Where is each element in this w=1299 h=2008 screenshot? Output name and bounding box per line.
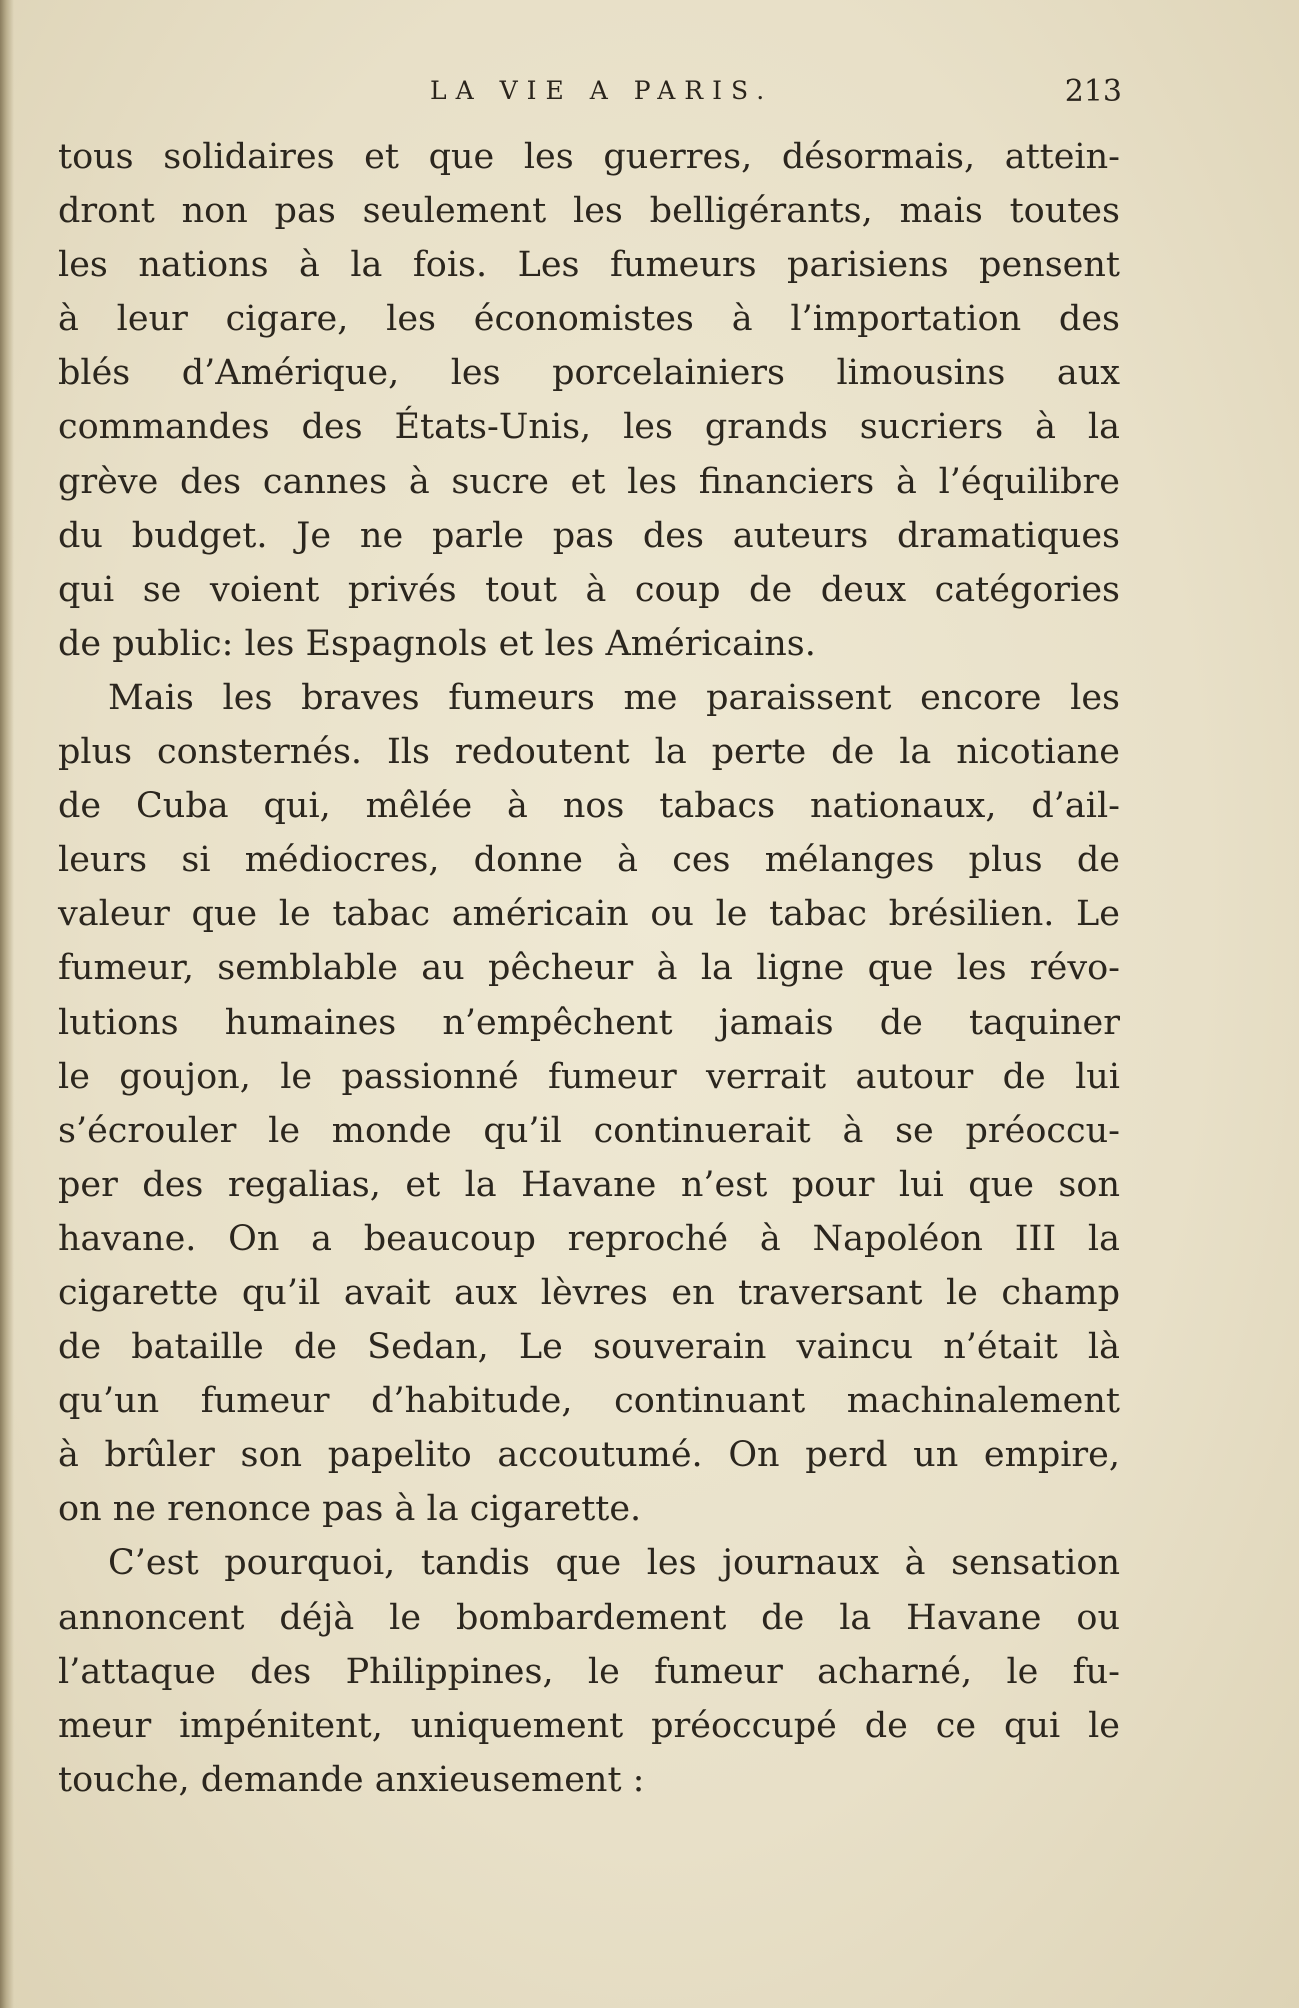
page-number: 213 <box>1064 74 1122 109</box>
text-line: les nations à la fois. Les fumeurs parisiens pensent <box>58 245 1120 286</box>
text-line: touche, demande anxieusement : <box>58 1759 645 1800</box>
text-line: valeur que le tabac américain ou le tabac brésilien. Le <box>58 894 1120 935</box>
text-line: grève des cannes à sucre et les financiers à l’équilibre <box>58 461 1120 502</box>
text-line: fumeur, semblable au pêcheur à la ligne que les révo- <box>58 948 1120 989</box>
text-line: annoncent déjà le bombardement de la Havane ou <box>58 1597 1120 1638</box>
text-line: Mais les braves fumeurs me paraissent encore les <box>108 677 1120 718</box>
text-line: cigarette qu’il avait aux lèvres en traversant le champ <box>58 1272 1120 1313</box>
page-header <box>60 76 1122 120</box>
text-line: dront non pas seulement les belligérants, mais toutes <box>58 191 1120 232</box>
text-line: qu’un fumeur d’habitude, continuant machinalement <box>58 1381 1120 1422</box>
text-line: plus consternés. Ils redoutent la perte de la nicotiane <box>58 732 1120 773</box>
text-line: de bataille de Sedan, Le souverain vaincu n’était là <box>58 1327 1120 1368</box>
text-line: à leur cigare, les économistes à l’importation des <box>58 299 1120 340</box>
body-text <box>58 130 1120 1807</box>
text-line: de Cuba qui, mêlée à nos tabacs nationaux, d’ail- <box>58 786 1120 827</box>
page-binding-edge <box>0 0 14 2008</box>
text-line: commandes des États-Unis, les grands sucriers à la <box>58 407 1120 448</box>
text-line: du budget. Je ne parle pas des auteurs dramatiques <box>58 515 1120 556</box>
text-line: leurs si médiocres, donne à ces mélanges plus de <box>58 840 1120 881</box>
running-head: LA VIE A PARIS. <box>430 76 774 105</box>
text-line: lutions humaines n’empêchent jamais de taquiner <box>58 1002 1120 1043</box>
text-line: blés d’Amérique, les porcelainiers limousins aux <box>58 353 1120 394</box>
text-line: tous solidaires et que les guerres, désormais, attein- <box>58 137 1120 177</box>
text-line: on ne renonce pas à la cigarette. <box>58 1489 642 1530</box>
text-line: C’est pourquoi, tandis que les journaux à sensation <box>108 1543 1120 1584</box>
text-line: de public: les Espagnols et les Américains. <box>58 623 816 664</box>
text-line: qui se voient privés tout à coup de deux catégories <box>58 569 1120 610</box>
text-line: le goujon, le passionné fumeur verrait autour de lui <box>58 1056 1120 1097</box>
text-line: havane. On a beaucoup reproché à Napoléon III la <box>58 1218 1120 1259</box>
text-line: l’attaque des Philippines, le fumeur acharné, le fu- <box>58 1651 1120 1692</box>
text-line: à brûler son papelito accoutumé. On perd un empire, <box>58 1435 1120 1476</box>
text-line: s’écrouler le monde qu’il continuerait à se préoccu- <box>58 1110 1120 1151</box>
text-line: per des regalias, et la Havane n’est pour lui que son <box>58 1164 1120 1205</box>
text-line: meur impénitent, uniquement préoccupé de ce qui le <box>58 1705 1120 1746</box>
